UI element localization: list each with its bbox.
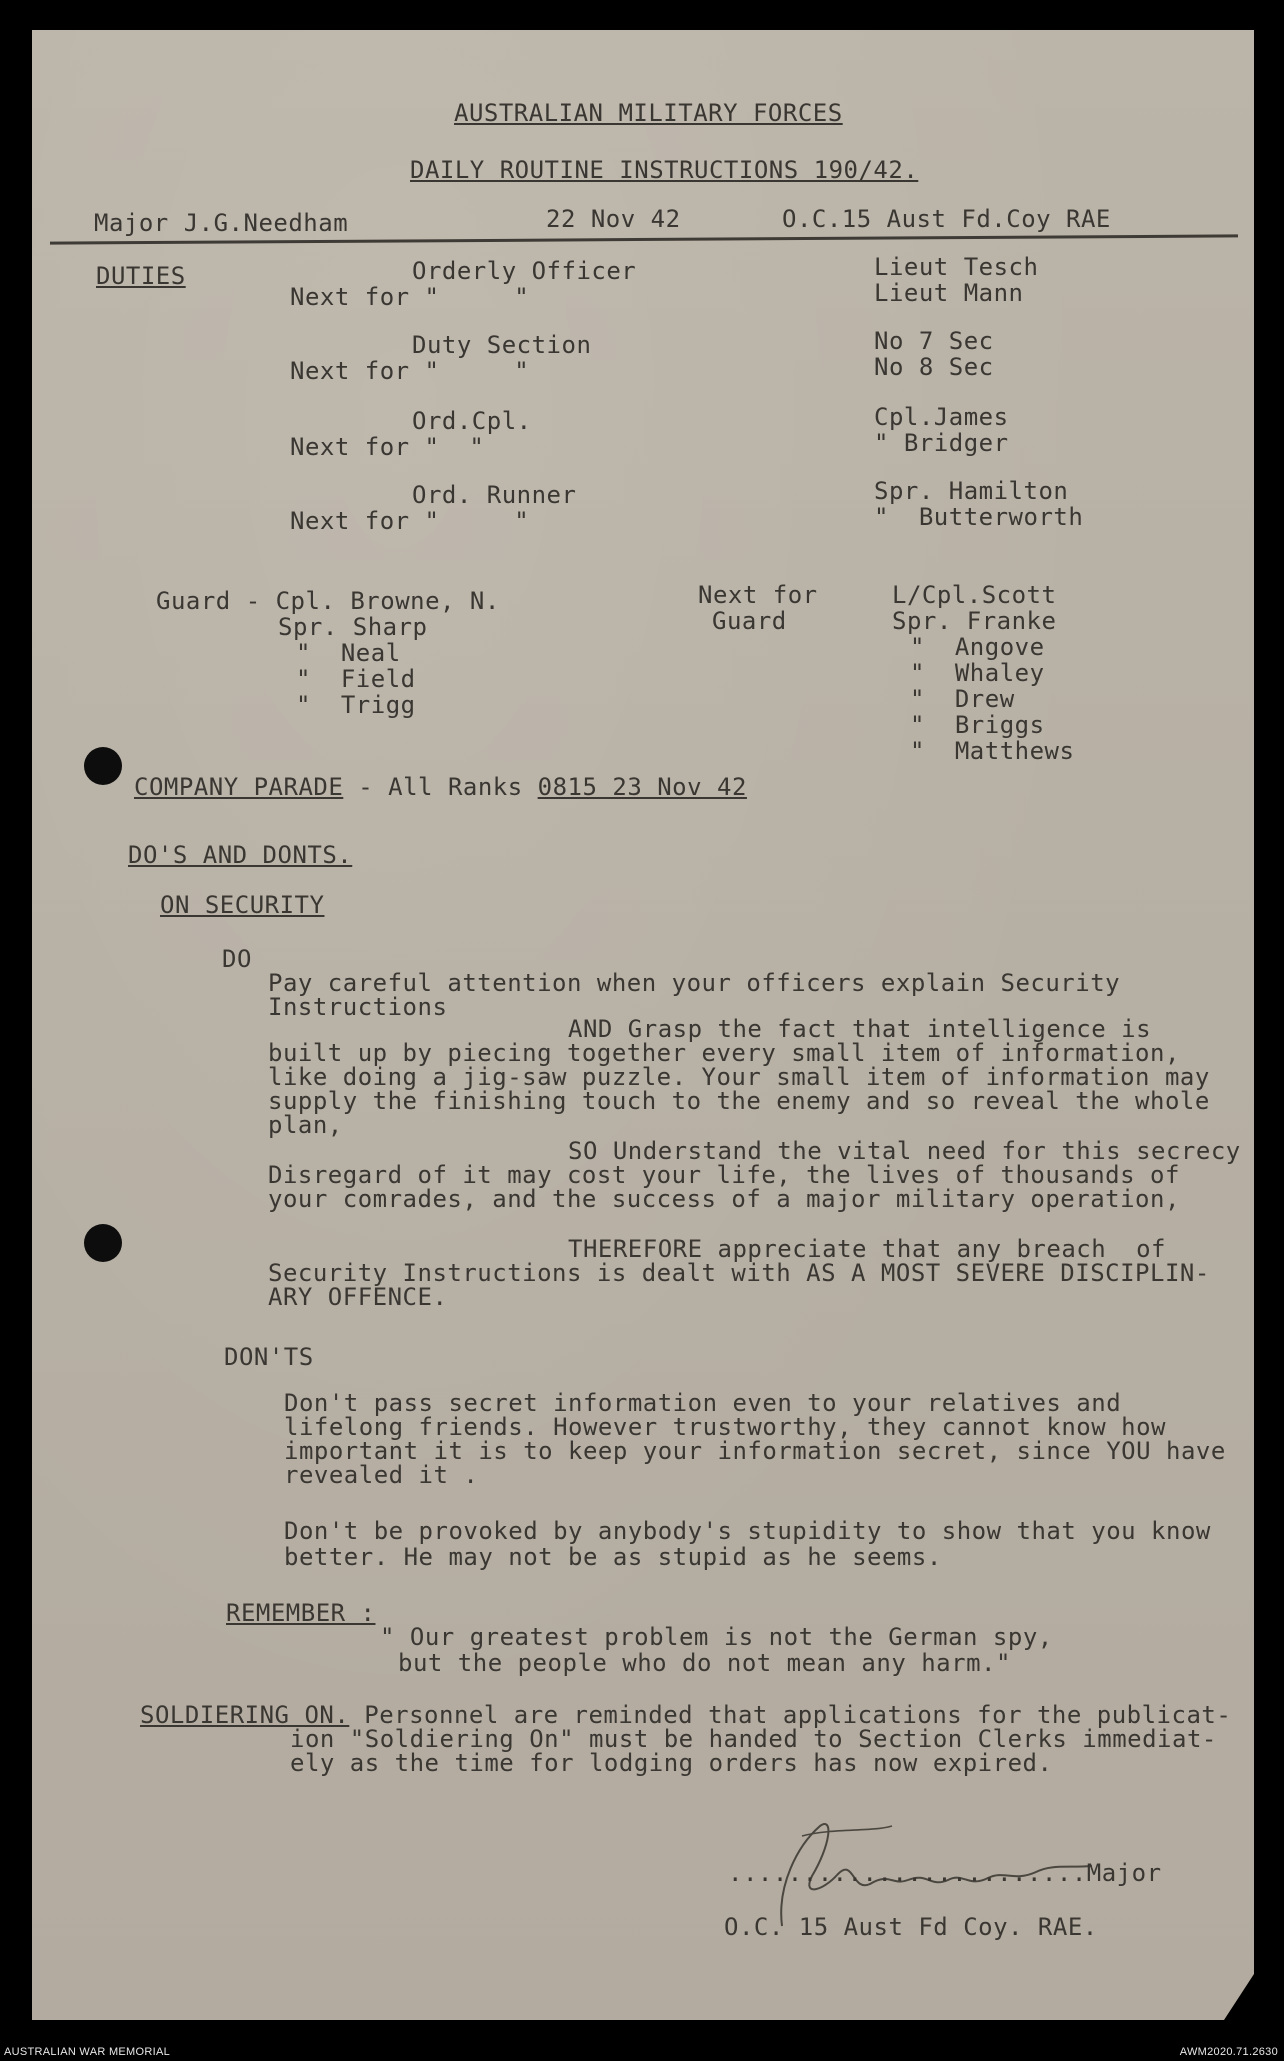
guard-label: Guard - Cpl. Browne, N. <box>156 587 500 615</box>
do-line: built up by piecing together every small item of information, <box>268 1039 1180 1067</box>
do-line: Pay careful attention when your officers explain Security <box>268 969 1121 997</box>
guard-member: Spr. Sharp <box>278 613 428 641</box>
guard-member: " Trigg <box>296 691 416 719</box>
company-parade-time: 0815 23 Nov 42 <box>537 773 747 801</box>
guard-member: " Field <box>296 665 416 693</box>
do-line: AND Grasp the fact that intelligence is <box>568 1015 1152 1043</box>
duty-role: Orderly Officer <box>412 257 637 285</box>
do-line: Instructions <box>268 993 448 1021</box>
issue-date: 22 Nov 42 <box>546 205 681 233</box>
duty-next: Next for " " <box>290 283 530 311</box>
dont-line: better. He may not be as stupid as he seems. <box>284 1543 942 1571</box>
next-guard-member: " Angove <box>910 633 1045 661</box>
company-parade-line <box>134 774 747 800</box>
dont-line: revealed it . <box>284 1461 479 1489</box>
duty-value-next: " Bridger <box>874 429 1009 457</box>
document-title: AUSTRALIAN MILITARY FORCES <box>454 99 843 127</box>
torn-corner <box>1224 1974 1254 2020</box>
soldiering-label: SOLDIERING ON. <box>140 1701 350 1729</box>
duty-value-next: No 8 Sec <box>874 353 994 381</box>
dont-line: lifelong friends. However trustworthy, they cannot know how <box>284 1413 1167 1441</box>
do-line: like doing a jig-saw puzzle. Your small item of information may <box>268 1063 1210 1091</box>
next-guard-label-2: Guard <box>712 607 787 635</box>
do-label: DO <box>222 945 252 973</box>
remember-line: but the people who do not mean any harm." <box>398 1649 1011 1677</box>
next-guard-member: L/Cpl.Scott <box>892 581 1057 609</box>
duty-next: Next for " " <box>290 357 530 385</box>
do-line: plan, <box>268 1111 343 1139</box>
punch-hole <box>84 747 122 785</box>
do-line: your comrades, and the success of a major military operation, <box>268 1185 1180 1213</box>
remember-label: REMEMBER : <box>226 1599 376 1627</box>
duty-role: Ord. Runner <box>412 481 577 509</box>
signature-block: O.C. 15 Aust Fd Coy. RAE. <box>724 1913 1098 1941</box>
do-line: ARY OFFENCE. <box>268 1283 448 1311</box>
duty-role: Duty Section <box>412 331 592 359</box>
duty-value: Lieut Tesch <box>874 253 1039 281</box>
duty-value: No 7 Sec <box>874 327 994 355</box>
signature-dots: ........................Major <box>728 1859 1162 1887</box>
footer-accession: AWM2020.71.2630 <box>1179 2046 1278 2058</box>
company-parade-label: COMPANY PARADE <box>134 773 344 801</box>
duty-next: Next for " " <box>290 433 485 461</box>
duty-value-next: Lieut Mann <box>874 279 1024 307</box>
dont-line: important it is to keep your information secret, since YOU have <box>284 1437 1226 1465</box>
duty-value-next: " Butterworth <box>874 503 1084 531</box>
duties-heading: DUTIES <box>96 262 186 290</box>
company-parade-text: - All Ranks <box>343 773 538 801</box>
unit-name: O.C.15 Aust Fd.Coy RAE <box>782 205 1111 233</box>
dont-line: Don't be provoked by anybody's stupidity to show that you know <box>284 1517 1211 1545</box>
do-line: SO Understand the vital need for this secrecy <box>568 1137 1241 1165</box>
security-subheading: ON SECURITY <box>160 891 325 919</box>
duty-role: Ord.Cpl. <box>412 407 532 435</box>
document-page <box>32 30 1254 2020</box>
next-guard-label: Next for <box>698 581 818 609</box>
guard-member: " Neal <box>296 639 401 667</box>
duty-value: Spr. Hamilton <box>874 477 1069 505</box>
dont-line: Don't pass secret information even to your relatives and <box>284 1389 1122 1417</box>
duty-value: Cpl.James <box>874 403 1009 431</box>
soldiering-line-3: ely as the time for lodging orders has now expired. <box>290 1749 1053 1777</box>
dos-donts-heading: DO'S AND DONTS. <box>128 841 353 869</box>
soldiering-line-2: ion "Soldiering On" must be handed to Section Clerks immediat- <box>290 1725 1217 1753</box>
duty-next: Next for " " <box>290 507 530 535</box>
soldiering-text: Personnel are reminded that applications for the publicat- <box>349 1701 1232 1729</box>
officer-name: Major J.G.Needham <box>94 209 349 237</box>
do-line: Security Instructions is dealt with AS A MOST SEVERE DISCIPLIN- <box>268 1259 1210 1287</box>
document-subtitle: DAILY ROUTINE INSTRUCTIONS 190/42. <box>410 156 919 184</box>
next-guard-member: " Whaley <box>910 659 1045 687</box>
next-guard-member: Spr. Franke <box>892 607 1057 635</box>
footer-source: AUSTRALIAN WAR MEMORIAL <box>4 2046 171 2058</box>
do-line: Disregard of it may cost your life, the lives of thousands of <box>268 1161 1180 1189</box>
donts-label: DON'TS <box>224 1343 314 1371</box>
do-line: supply the finishing touch to the enemy and so reveal the whole <box>268 1087 1210 1115</box>
next-guard-member: " Briggs <box>910 711 1045 739</box>
remember-line: " Our greatest problem is not the German spy, <box>380 1623 1053 1651</box>
next-guard-member: " Matthews <box>910 737 1075 765</box>
punch-hole <box>84 1224 122 1262</box>
do-line: THEREFORE appreciate that any breach of <box>568 1235 1166 1263</box>
next-guard-member: " Drew <box>910 685 1015 713</box>
